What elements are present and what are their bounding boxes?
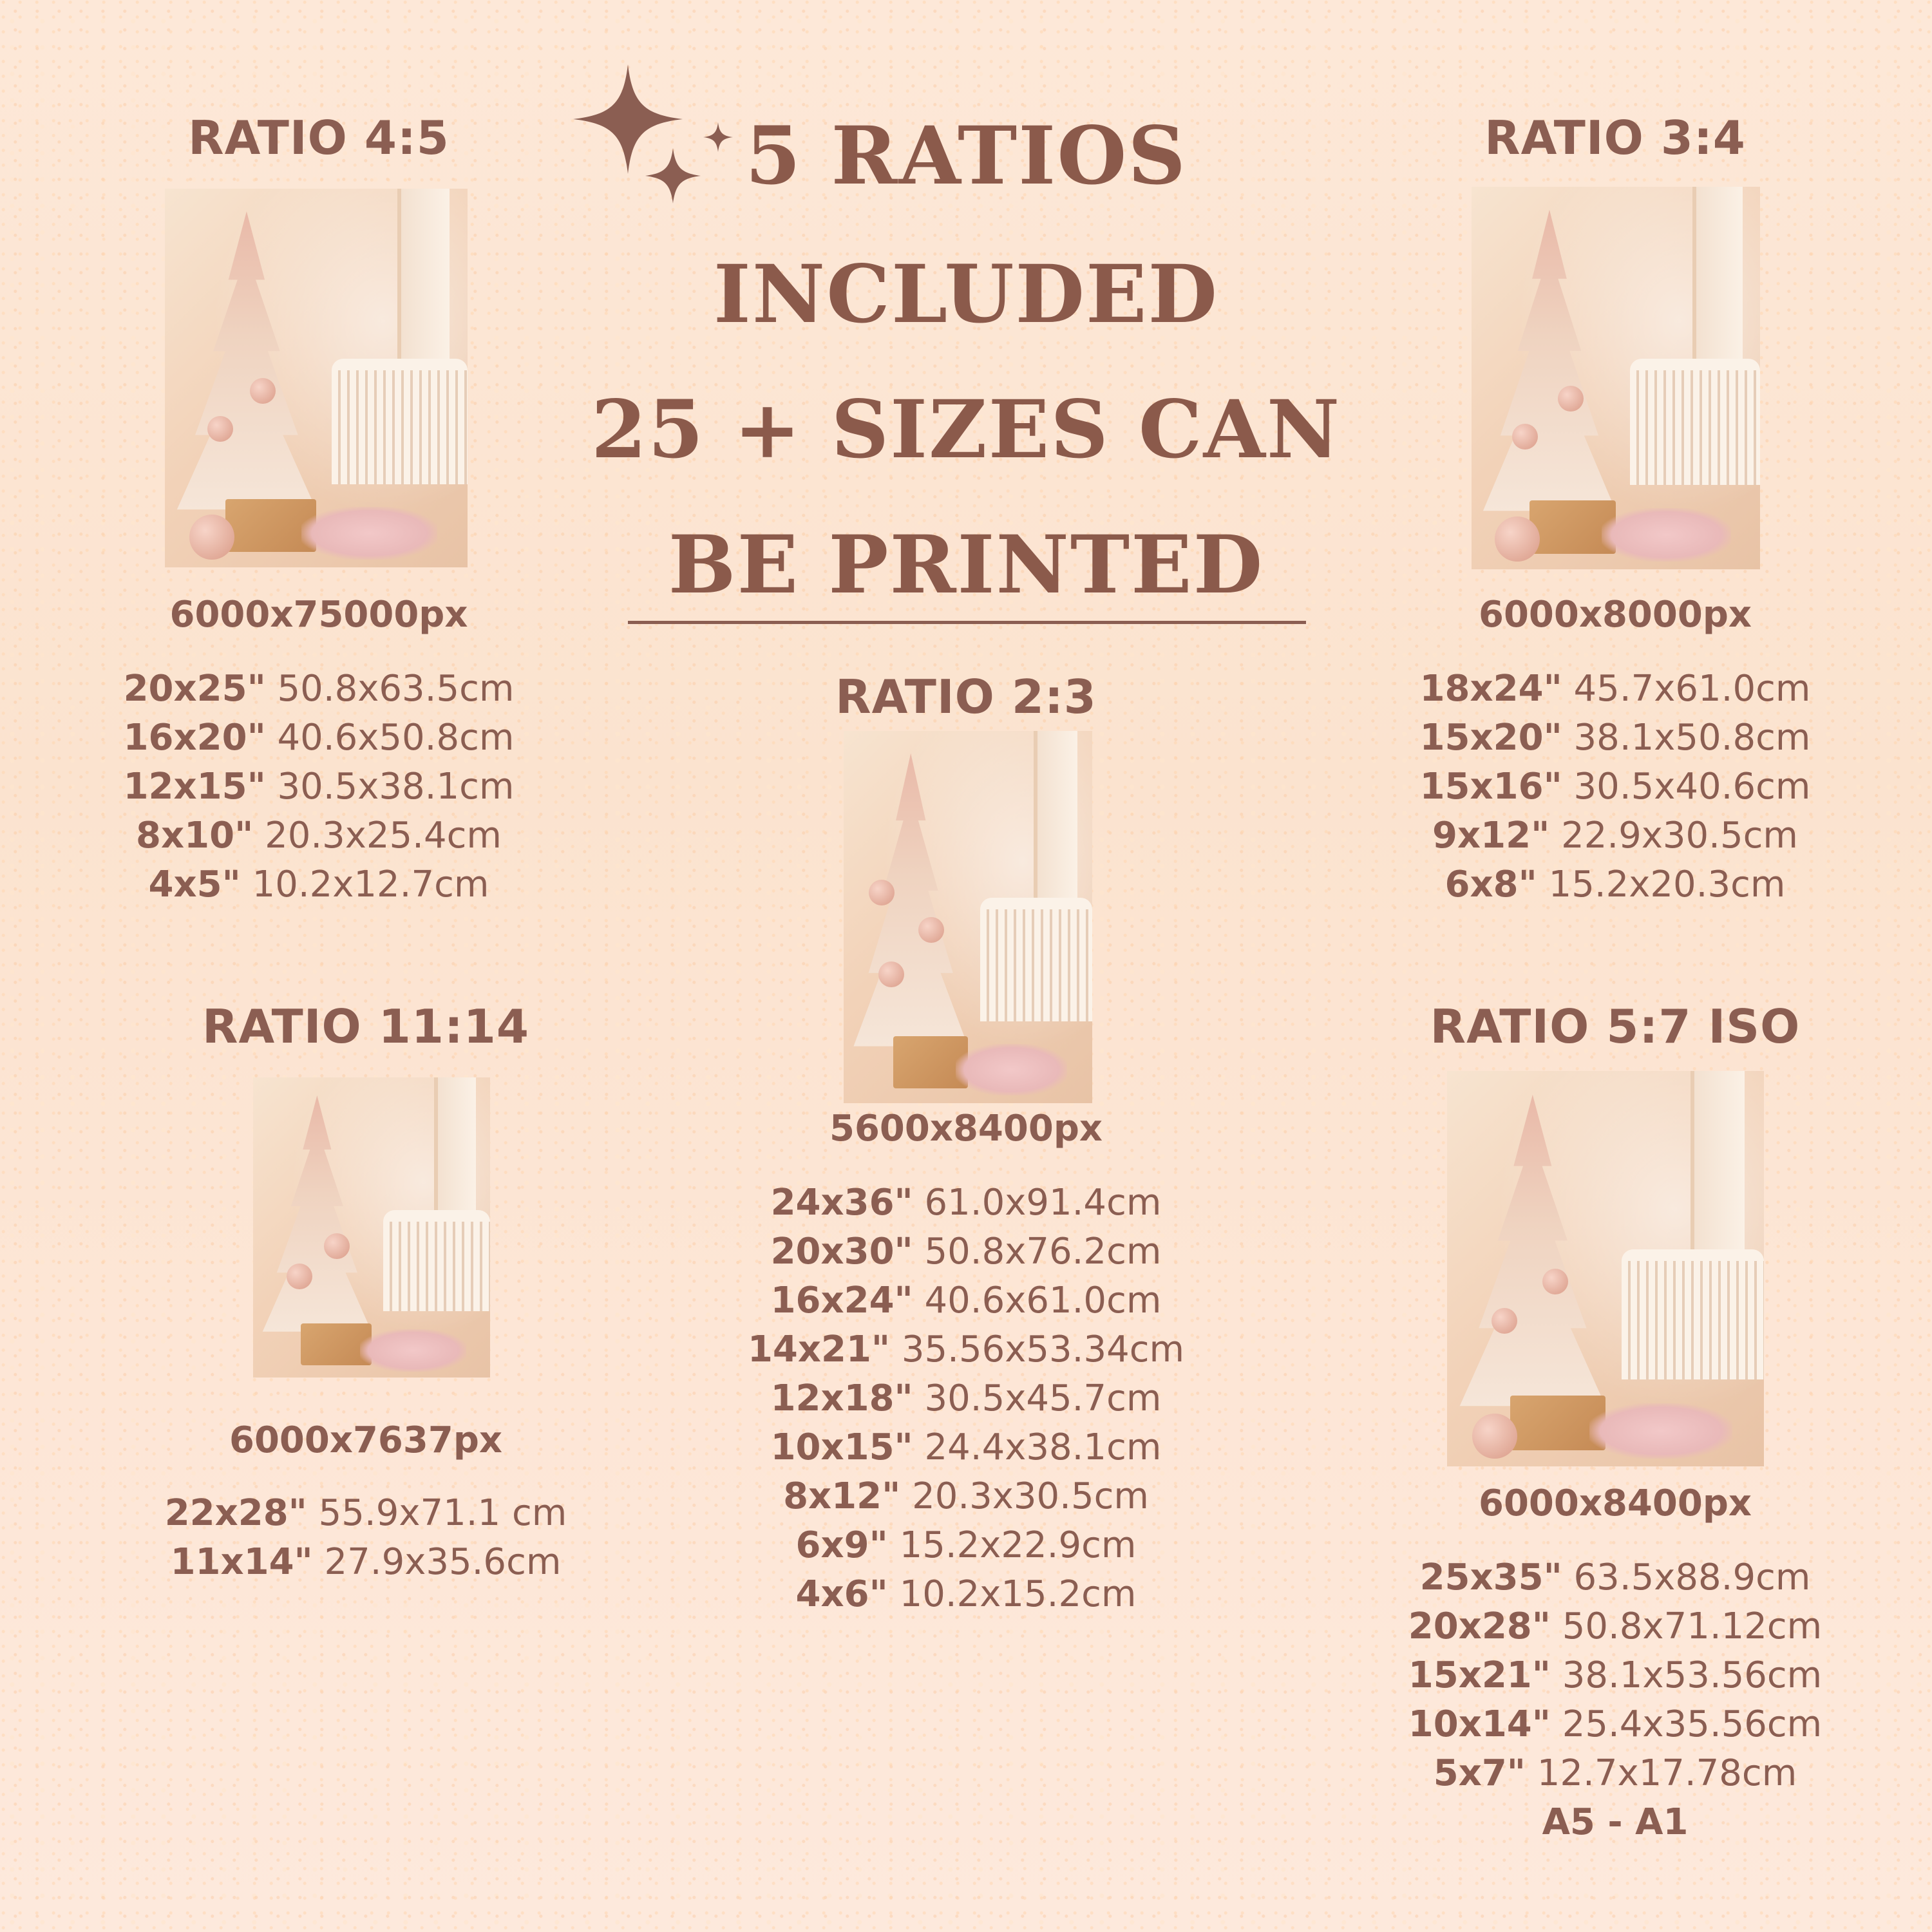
size-row [124,665,515,714]
ratio-3-4-title: RATIO 3:4 [1484,111,1746,165]
size-cm: 24.4x38.1cm [924,1426,1162,1468]
size-cm: 38.1x53.56cm [1562,1654,1823,1696]
size-cm: 61.0x91.4cm [924,1182,1162,1224]
ratio-11-14-title: RATIO 11:14 [202,999,529,1054]
ratio-3-4-artwork [1472,187,1760,569]
paper-size-label: A5 - A1 [1542,1801,1689,1843]
size-inches: 15x20" [1419,717,1562,759]
size-row [748,1325,1184,1374]
paper-size-range [1408,1798,1822,1847]
size-row [1408,1651,1822,1700]
size-cm: 20.3x30.5cm [912,1475,1149,1517]
size-row [1408,1553,1822,1602]
ratio-5-7-title: RATIO 5:7 ISO [1430,999,1801,1054]
size-row [124,811,515,860]
size-cm: 40.6x61.0cm [924,1280,1162,1321]
size-cm: 27.9x35.6cm [324,1541,562,1583]
size-cm: 15.2x20.3cm [1548,864,1786,905]
size-row [748,1423,1184,1472]
size-row [748,1472,1184,1521]
ratio-4-5-pixels: 6000x75000px [169,594,468,636]
ratio-11-14-pixels: 6000x7637px [229,1419,503,1461]
size-inches: 12x18" [770,1378,913,1419]
ratio-5-7-pixels: 6000x8400px [1478,1482,1752,1524]
size-row [124,762,515,811]
size-inches: 15x21" [1408,1654,1551,1696]
size-cm: 15.2x22.9cm [899,1524,1137,1566]
headline-line-4: BE PRINTED [668,518,1264,612]
size-cm: 50.8x63.5cm [277,668,515,710]
headline-line-3: 25 + SIZES CAN [591,383,1341,477]
size-inches: 24x36" [770,1182,913,1224]
size-inches: 20x30" [770,1231,913,1273]
size-inches: 11x14" [170,1541,313,1583]
size-inches: 10x14" [1408,1703,1551,1745]
ratio-2-3-pixels: 5600x8400px [829,1108,1103,1150]
size-cm: 20.3x25.4cm [265,815,502,857]
size-row [1420,762,1811,811]
ratio-3-4-size-list [1420,665,1811,909]
size-inches: 20x25" [123,668,266,710]
size-inches: 12x15" [123,766,266,808]
size-inches: 14x21" [747,1329,891,1370]
size-row [748,1521,1184,1570]
ratio-2-3-artwork [844,731,1092,1103]
sparkle-icon [567,64,753,213]
size-cm: 35.56x53.34cm [901,1329,1185,1370]
size-row [165,1489,567,1538]
size-row [748,1276,1184,1325]
ratio-5-7-size-list [1408,1553,1822,1847]
size-inches: 8x12" [783,1475,901,1517]
size-cm: 22.9x30.5cm [1561,815,1798,857]
size-cm: 10.2x15.2cm [899,1573,1137,1615]
size-inches: 6x8" [1444,864,1537,905]
size-inches: 8x10" [136,815,254,857]
size-cm: 25.4x35.56cm [1562,1703,1823,1745]
size-row [1420,811,1811,860]
size-inches: 20x28" [1408,1605,1551,1647]
ratio-2-3-size-list [748,1179,1184,1619]
size-row [124,860,515,909]
size-cm: 30.5x45.7cm [924,1378,1162,1419]
size-row [748,1374,1184,1423]
size-cm: 30.5x40.6cm [1573,766,1811,808]
ratio-11-14-artwork [253,1077,490,1378]
size-inches: 18x24" [1419,668,1562,710]
ratio-4-5-title: RATIO 4:5 [188,111,450,165]
ratio-4-5-size-list [124,665,515,909]
size-row [1408,1700,1822,1749]
size-row [1408,1749,1822,1798]
size-row [1420,714,1811,762]
ratio-11-14-size-list [165,1489,567,1587]
size-row [748,1570,1184,1619]
size-inches: 15x16" [1419,766,1562,808]
ratio-3-4-pixels: 6000x8000px [1478,594,1752,636]
size-inches: 9x12" [1432,815,1550,857]
size-row [1408,1602,1822,1651]
size-row [124,714,515,762]
size-row [748,1227,1184,1276]
size-inches: 10x15" [770,1426,913,1468]
size-inches: 16x24" [770,1280,913,1321]
size-cm: 12.7x17.78cm [1537,1752,1797,1794]
size-inches: 6x9" [795,1524,888,1566]
size-row [748,1179,1184,1227]
size-cm: 40.6x50.8cm [277,717,515,759]
size-inches: 4x5" [148,864,241,905]
ratio-4-5-artwork [165,189,468,567]
headline-divider [628,621,1306,624]
size-cm: 55.9x71.1 cm [318,1492,567,1534]
size-row [165,1538,567,1587]
size-cm: 50.8x76.2cm [924,1231,1162,1273]
size-cm: 30.5x38.1cm [277,766,515,808]
headline-line-2: INCLUDED [713,248,1219,341]
size-inches: 16x20" [123,717,266,759]
size-cm: 45.7x61.0cm [1573,668,1811,710]
size-cm: 63.5x88.9cm [1573,1557,1811,1598]
size-row [1420,665,1811,714]
headline-line-1: 5 RATIOS [745,109,1187,203]
size-cm: 50.8x71.12cm [1562,1605,1823,1647]
size-inches: 25x35" [1419,1557,1562,1598]
ratio-2-3-title: RATIO 2:3 [835,670,1097,724]
size-row [1420,860,1811,909]
size-cm: 10.2x12.7cm [252,864,489,905]
ratio-5-7-artwork [1447,1071,1764,1466]
size-inches: 5x7" [1433,1752,1526,1794]
size-cm: 38.1x50.8cm [1573,717,1811,759]
size-inches: 4x6" [795,1573,888,1615]
size-inches: 22x28" [164,1492,307,1534]
